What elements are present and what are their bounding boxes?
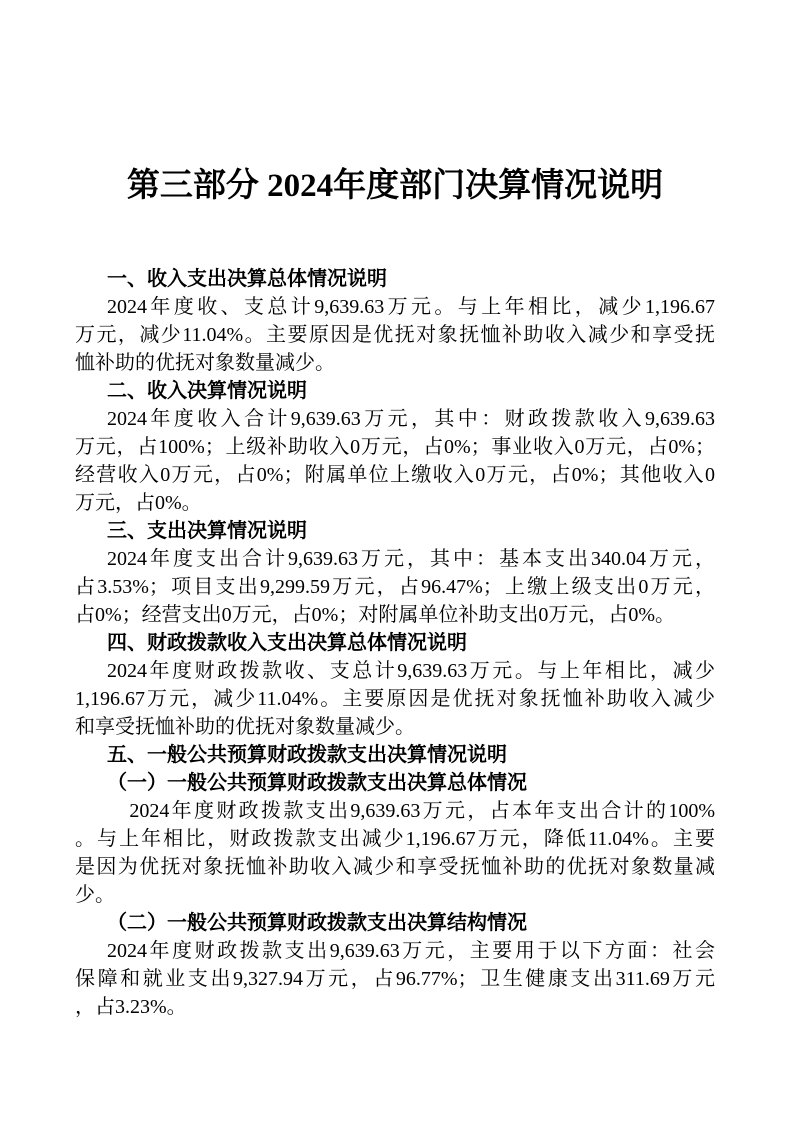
section-heading: 三、支出决算情况说明 <box>107 520 307 542</box>
paragraph-line: 1,196.67万元，减少11.04%。主要原因是优抚对象抚恤补助收入减少 <box>75 688 715 710</box>
paragraph-line: 2024年度收入合计9,639.63万元，其中：财政拨款收入9,639.63 <box>107 408 715 430</box>
paragraph-line: 经营收入0万元，占0%；附属单位上缴收入0万元，占0%；其他收入0 <box>75 464 715 486</box>
paragraph-line: 少。 <box>75 884 115 906</box>
paragraph-line: 是因为优抚对象抚恤补助收入减少和享受抚恤补助的优抚对象数量减 <box>75 856 715 878</box>
paragraph-line: 保障和就业支出9,327.94万元，占96.77%；卫生健康支出311.69万元 <box>75 968 715 990</box>
subsection-heading: （二）一般公共预算财政拨款支出决算结构情况 <box>107 912 527 934</box>
paragraph-line: 。与上年相比，财政拨款支出减少1,196.67万元，降低11.04%。主要 <box>75 828 715 850</box>
paragraph-line: 万元，占0%。 <box>75 492 202 514</box>
document-body <box>75 265 715 1021</box>
paragraph-line: 万元，减少11.04%。主要原因是优抚对象抚恤补助收入减少和享受抚 <box>75 324 715 346</box>
paragraph-line: 占0%；经营支出0万元，占0%；对附属单位补助支出0万元，占0%。 <box>75 604 675 626</box>
section-heading: 二、收入决算情况说明 <box>107 380 307 402</box>
paragraph-line: 2024年度财政拨款收、支总计9,639.63万元。与上年相比，减少 <box>107 660 715 682</box>
section-heading: 一、收入支出决算总体情况说明 <box>107 268 387 290</box>
paragraph-line: 2024年度财政拨款支出9,639.63万元，占本年支出合计的100% <box>107 800 715 822</box>
section-heading: 五、一般公共预算财政拨款支出决算情况说明 <box>107 744 507 766</box>
paragraph-line: 2024年度财政拨款支出9,639.63万元，主要用于以下方面：社会 <box>107 940 715 962</box>
paragraph-line: 和享受抚恤补助的优抚对象数量减少。 <box>75 716 415 738</box>
section-heading: 四、财政拨款收入支出决算总体情况说明 <box>107 632 467 654</box>
page-title: 第三部分 2024年度部门决算情况说明 <box>126 168 664 204</box>
paragraph-line: 恤补助的优抚对象数量减少。 <box>75 352 335 374</box>
subsection-heading: （一）一般公共预算财政拨款支出决算总体情况 <box>107 772 527 794</box>
paragraph-line: 万元，占100%；上级补助收入0万元，占0%；事业收入0万元，占0%； <box>75 436 715 458</box>
paragraph-line: ，占3.23%。 <box>75 996 187 1018</box>
paragraph-line: 2024年度收、支总计9,639.63万元。与上年相比，减少1,196.67 <box>107 296 715 318</box>
paragraph-line: 2024年度支出合计9,639.63万元，其中：基本支出340.04万元， <box>107 548 715 570</box>
paragraph-line: 占3.53%；项目支出9,299.59万元，占96.47%；上缴上级支出0万元， <box>75 576 715 598</box>
